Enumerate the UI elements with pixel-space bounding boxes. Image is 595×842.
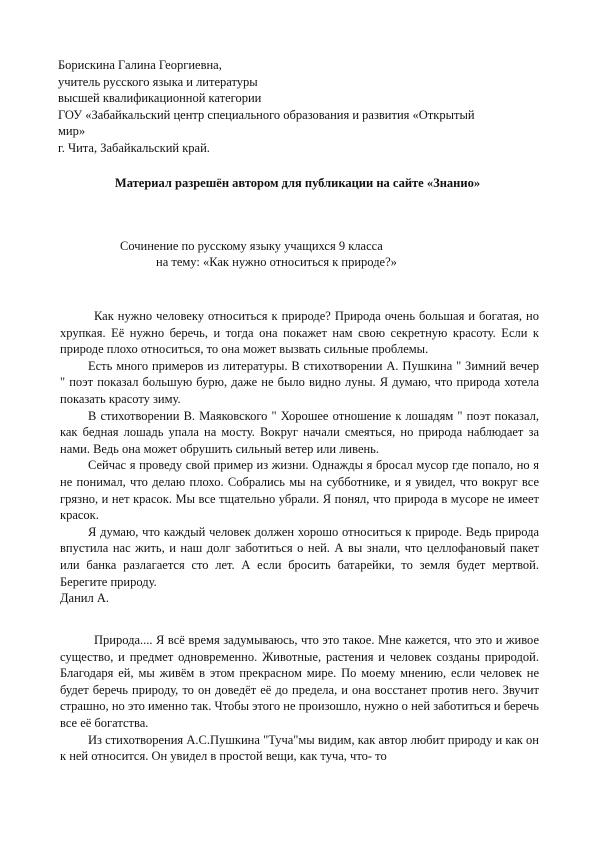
- author-city: г. Чита, Забайкальский край.: [58, 140, 210, 155]
- essay-1-paragraph: В стихотворении В. Маяковского " Хорошее отношение к лошадям " поэт показал, как бедная лошадь упала на мосту. Вокруг начали смеяться, но природа наблюдает за нами. Ведь она может обрушить сильный ветер или ливень.: [60, 408, 539, 456]
- essay-1-paragraph: Есть много примеров из литературы. В стихотворении А. Пушкина " Зимний вечер " поэт показал большую бурю, даже не было видно луны. Я думаю, что природа хотела показать красоту зиму.: [60, 358, 539, 406]
- essay-1-paragraph: Как нужно человеку относиться к природе? Природа очень большая и богатая, но хрупкая. Её нужно беречь, и тогда она покажет нам свою секретную красоту. Если к природе плохо относиться, то она может вызвать сильные проблемы.: [60, 309, 539, 357]
- author-block: [58, 57, 558, 156]
- author-category: высшей квалификационной категории: [58, 91, 262, 105]
- author-name: Борискина Галина Георгиевна,: [58, 58, 222, 72]
- essay-2-paragraph: Природа.... Я всё время задумываюсь, что это такое. Мне кажется, что это и живое существо, и предмет одновременно. Животные, растения и человек созданы природой. Благодаря ей, мы живём в этом прекрасном мире. По моему мнению, если человек не будет беречь природу, то он доведёт её до предела, и она восстанет против него. Звучит страшно, но это именно так. Чтобы этого не произошло, нужно о ней заботиться и беречь все её богатства.: [60, 633, 539, 730]
- author-organization: ГОУ «Забайкальский центр специального образования и развития «Открытый: [58, 107, 475, 122]
- essay-title-line2: на тему: «Как нужно относиться к природе?»: [156, 255, 397, 269]
- essay-1-paragraph: Сейчас я проведу свой пример из жизни. Однажды я бросал мусор где попало, но я не понимал, что делаю плохо. Собрались мы на субботнике, и я увидел, что вокруг все грязно, и нет красок. Мы все тщательно убрали. Я понял, что природа в мусоре не имеет красок.: [60, 458, 539, 523]
- essay-1: [60, 308, 539, 607]
- essay-1-signature: Данил А.: [60, 591, 109, 606]
- publication-notice: Материал разрешён автором для публикации на сайте «Знанио»: [114, 176, 481, 190]
- essay-1-paragraph: Я думаю, что каждый человек должен хорошо относиться к природе. Ведь природа впустила нас жить, и наш долг заботиться о ней. А вы знали, что целлофановый пакет или банка разлагается сто лет. А если бросить батарейки, то земля будет мертвой. Берегите природу.: [60, 524, 539, 589]
- essay-title: [120, 238, 540, 270]
- essay-2: [60, 632, 539, 765]
- essay-2-paragraph: Из стихотворения А.С.Пушкина "Туча"мы видим, как автор любит природу и как он к ней относится. Он увидел в простой вещи, как туча, что- то: [60, 732, 539, 764]
- author-organization-cont: мир»: [58, 124, 86, 138]
- essay-title-line1: Сочинение по русскому языку учащихся 9 класса: [120, 239, 383, 253]
- author-position: учитель русского языка и литературы: [58, 74, 258, 89]
